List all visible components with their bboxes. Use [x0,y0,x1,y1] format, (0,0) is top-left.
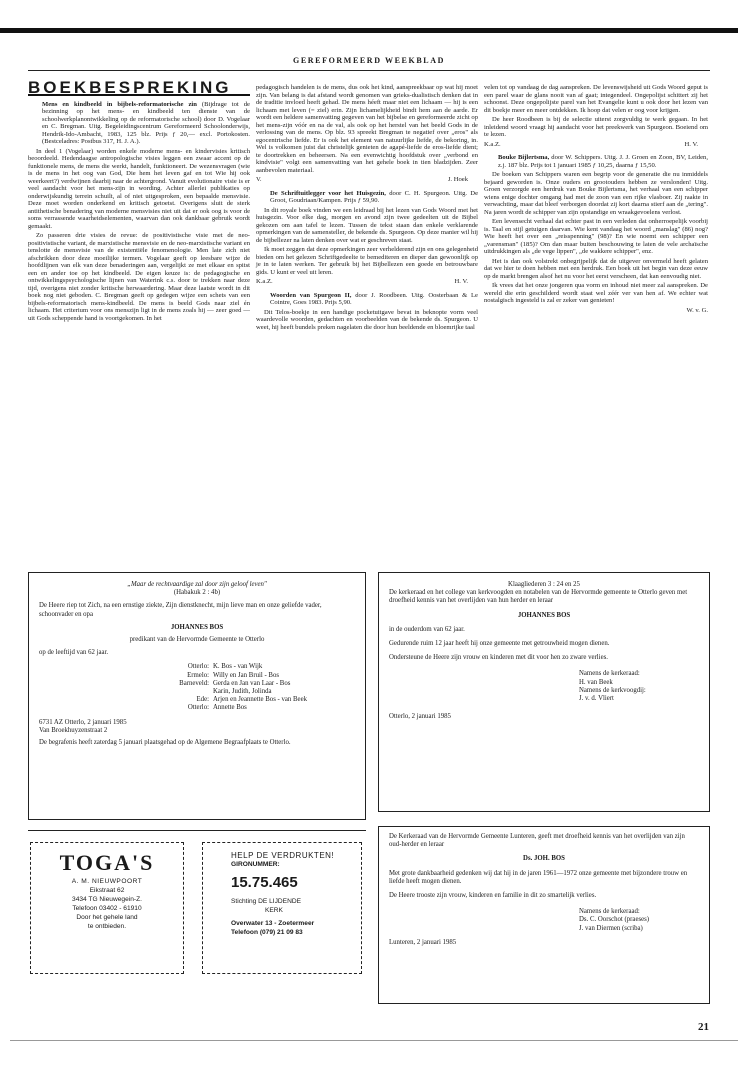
review-1-paragraph: pedagogisch handelen is de mens, dus ook het kind, aanspreekbaar op wat hij moet zijn. Van belang is dat afstand wordt genomen van grieks-dualistisch denken dat in de traditie invloed heeft gehad. De mens héeft maar niet een lichaam — hij is een lichaam met leven (= ziel) erin. Zijn lichamelijkheid bindt hem aan de aarde. Er wordt een heldere samenvatting gegeven van het bijbelse en gereformeerde zicht op het mens-zijn vóór en na de val, als ook op het herstel van het beeld Gods in de verlossing van de mens. Op blz. 93 spreekt Bregman te negatief over „eros" als egocentrische liefde. Er is ook het element van natuurlijke liefde, de bekoring, in. Wel is volkomen juist dat christelijk genieten de agapé-liefde de eros-liefde dient; te doortrekken en beheersen. Na een evenwichtig hoofdstuk over „verbond en kindvisie" volgt een samenvatting van het gehele boek in tien bladzijden. Zeer aanbevolen materiaal. [256,84,478,174]
top-rule [0,28,738,33]
deceased-age: op de leeftijd van 62 jaar. [39,649,109,657]
bible-reference: (Habakuk 2 : 4b) [173,589,221,597]
review-4-paragraph: Ik vrees dat het onze jongeren qua vorm en inhoud niet meer zal aanspreken. De wereld die erin geschilderd wordt staat wel zéér ver van hen af. We echter wat nostalgisch ingesteld is zal er zeker van genieten! [484,282,708,304]
notice-text: De Kerkeraad van de Hervormde Gemeente Lunteren, geeft met droefheid kennis van het overlijden van zijn oud-herder en leraar [389,833,685,849]
ad-street: Eikstraat 62 [89,887,125,894]
notice-text: Gedurende ruim 12 jaar heeft hij onze gemeente met getrouwheid mogen dienen. [389,640,610,648]
signatory-name: J. v. d. Vliert [579,695,614,703]
review-1-title: Mens en kindbeeld in bijbels-reformatorische zin (Bijdrage tot de bezinning op het mens- en kindbeeld ten dienste van de schoolwerkplanontwikkeling op de reformatorische school) door D. Vogelaar en C. Bregman. Uitg. Begeleidingscentrum Gereformeerd Schoolonderwijs, Hendrik-Ido-Ambacht, 1983, 125 blz. Prijs ƒ 20,— excl. Portokosten. (Bestceladres: Postbus 317, H. J. A.). [42,100,250,145]
giro-number: 15.75.465 [231,874,298,891]
family-row: Otterlo: K. Bos - van Wijk [187,663,263,671]
notice-text: De Heere riep tot Zich, na een ernstige ziekte, Zijn dienstknecht, mijn lieve man en onze geliefde vader, schoonvader en opa [39,602,322,618]
review-4-paragraph: De boeken van Schippers waren een begrip voor de generatie die nu inmiddels bejaard geworden is. Onze ouders en grootouders hebben ze verslonden! Uitg. Groen verzorgde een herdruk van Bouke Bijlertsma, het verhaal van een schipper wiens enige dochter omgang had met de zoon van een rijke vlasboer. Zij raakte in verwachting, maar dat bleef verborgen doordat zij kort daarna stierf aan de „tering". Na jaren wordt de schipper van zijn opstandige en wraakgevoelens verlost. [484,171,708,216]
ad-phone: Telefoon (079) 21 09 83 [231,929,303,936]
deceased-name: Ds. JOH. BOS [523,855,565,863]
signatory-name: Ds. C. Oorschot (praeses) [579,916,650,924]
family-row: Ermelo: Willy en Jan Bruil - Bos [187,671,279,679]
review-2-paragraph: Ik moet zeggen dat deze opmerkingen zeer verhelderend zijn en ons gelegenheid bieden om het gelezen Schriftgedeelte te bemediteren en dieper dan gewoonlijk op je in te laten werken. Ter gebruik bij het Bijbellezen een goede en betrouwbare gids. U kunt er veel uit leren. [256,246,478,276]
ad-phone: Telefoon 03402 - 61910 [72,905,142,912]
death-notice-family [28,572,366,820]
burial-text: De begrafenis heeft zaterdag 5 januari plaatsgehad op de Algemene Begraafplaats te Otterlo. [39,739,291,747]
ad-address: Overwater 13 - Zoetermeer [231,920,315,927]
review-signature: K.a.Z. H. V. [256,278,468,285]
ad-org: KERK [265,907,283,914]
column-3 [484,84,708,319]
divider-rule [28,830,366,831]
review-3-paragraph: velen tot op vandaag de dag aanspreken. De levenswijsheid uit Gods Woord geput is een parel waar de glans nooit van af gaat; integendeel. Ongepolijst schittert zij het schoonst. Deze ongepolijste parel van het Evangelie kunt u ook door het lezen van dit boekje meer en meer ontdekken. Ik hoop dat velen er oog voor krijgen. [484,84,708,114]
notice-text: Ondersteune de Heere zijn vrouw en kinderen met dit voor hen zo zware verlies. [389,654,608,662]
ad-title: HELP DE VERDRUKTEN! [231,851,335,860]
review-4-paragraph: Een levensecht verhaal dat echter past in een verleden dat onherroepelijk voorbij is. Taal en stijl getuigen daarvan. Wie kent vandaag het woord „manslag" (86) nog? Wie heeft het over een „reisspenning" (98)? En wie noemt een schipper een „varensman" (185)? Om dan maar buiten beschouwing te laten de vele archaïsche uitdrukkingen als „de vege lippen", „de wakkere schipper", enz. [484,218,708,255]
ad-name: A. M. NIEUWPOORT [71,878,143,885]
deceased-age: in de ouderdom van 62 jaar. [389,625,465,633]
page-header: GEREFORMEERD WEEKBLAD [293,56,445,65]
place-date: Otterlo, 2 januari 1985 [389,713,451,721]
toga-brand: TOGA'S [59,850,155,875]
deceased-name: JOHANNES BOS [517,611,571,619]
review-3-title: Woorden van Spurgeon II, door J. Roodbeen. Uitg. Oosterbaan & Le Cointre, Goes 1983. Prijs 5,90. [270,291,478,306]
review-2-paragraph: In dit royale boek vinden we een leidraad bij het lezen van Gods Woord met het huisgezin. Voor elke dag, morgen en avond zijn twee gedeelten uit de Bijbel gekozen om aan tafel te lezen. Tussen de tekst staan dan enkele verklarende opmerkingen van de samensteller, de bekende ds. Spurgeon. Op deze manier wil hij de bijbellezer na laten denken over wat er geschreven staat. [256,206,478,244]
ad-city: 3434 TG Nieuwegein-Z. [72,896,142,903]
signatory-label: Namens de kerkvoogdij: [579,686,646,694]
address-line: 6731 AZ Otterlo, 2 januari 1985 [39,718,127,726]
ad-line: te ontbieden. [87,923,127,930]
ad-org: Stichting DE LIJDENDE [231,898,301,905]
notice-text: Met grote dankbaarheid gedenken wij dat hij in de jaren 1961—1972 onze gemeente met bijzondere trouw en liefde heeft mogen dienen. [389,869,688,885]
review-4-paragraph: Het is dan ook volstrekt onbegrijpelijk dat de uitgever onvermeld heeft gelaten dat we hier te doen hebben met een herdruk. Een boek uit het begin van deze eeuw op de markt brengen alsof het nu voor het eerst verscheen, dat kan eenvoudig niet. [484,257,708,280]
review-1-paragraph: Zo passeren drie visies de revue: de positivistische visie met de neo-positivistische variant, de marxistische mensvisie en de neo-marxistische variant en tenslotte de mensvisie van de existentiële fenomenologie. Men late zich niet afschrikken door deze moeilijke termen. Vogelaar geeft op leesbare wijze de hoofdlijnen van elk van deze benaderingen aan, vergelijkt ze met elkaar en spitst een en ander toe op het kindbeeld. De eigen keuze is: de pedagogische en ontwikkelingspsychologische lijnen van Waterink c.s. door te trekken naar deze tijd, overigens niet zonder kritische herwaardering. Maar deze laatste wordt in dit boek nog niet geboden. C. Bregman geeft op gedegen wijze een schets van een bijbels-reformatorisch mens-kindbeeld. De mens is beeld Gods naar ziel én lichaam. Het criterium voor ons menszijn ligt in de mens zoals hij — zeer goed — uit Gods scheppende hand is voortgekomen. In het [28,232,250,322]
toga-advertisement [30,842,184,974]
review-3-paragraph: De heer Roodbeen is bij de selectie uiterst zorgvuldig te werk gegaan. In het inleidend woord vraagt hij aandacht voor het preekwerk van Spurgeon. Boeiend om te lezen. [484,116,708,138]
review-4-title: Bouke Bijlertsma, door W. Schippers. Uitg. J. J. Groen en Zoon, BV, Leiden, z.j. 187 blz. Prijs tot 1 januari 1985 ƒ 10,25, daarna ƒ 15,50. [498,154,709,169]
notice-text: De Heere trooste zijn vrouw, kinderen en familie in dit zo smartelijk verlies. [389,892,597,900]
family-row: Karin, Judith, Jolinda [213,688,272,696]
header-rule [28,70,710,71]
notice-text: De kerkeraad en het college van kerkvoogden en notabelen van de Hervormde gemeente te Otterlo geven met droefheid kennis van het overlijden van hun herder en leraar [389,589,688,605]
review-signature: K.a.Z. H. V. [484,140,698,148]
signatory-name: J. van Diermen (scriba) [579,924,643,932]
review-signature: V. J. Hoek [256,176,468,183]
help-advertisement [202,842,362,974]
review-1-paragraph: In deel 1 (Vogelaar) worden enkele moderne mens- en kindervisies kritisch beoordeeld. Hedendaagse antropologische visies leggen een zwaar accent op de funktionele mens, de mens die werkt, handelt, funktioneert. De wezensvragen (wie is de mens in het oog van God, Die hem het leven gaf en tot Wie hij ook weerkeert?) verdwijnen daarbij naar de achtergrond. Vanuit evolutionaire visie is er veel aandacht voor het mens-zijn in wording. Achter allerlei publikaties op onderwijskundig terrein schuilt, al of niet uitgesproken, een bepaalde mensvisie. Deze moet worden onderkend en kritisch getoetst. Overigens sluit de sterk antithetische benadering van moderne mensvisies niet uit dat er ook oog is voor de soms verrassende waarheidselementen, waarvan dan ook dankbaar gebruik wordt gemaakt. [28,147,250,230]
review-2-title: De Schriftuitlegger voor het Huisgezin, door C. H. Spurgeon. Uitg. De Groot, Goudriaan/Kampen. Prijs ƒ 59,90. [270,189,478,204]
signatories [579,670,699,703]
place-date: Lunteren, 2 januari 1985 [389,938,457,946]
review-3-paragraph: Dit Telos-boekje in een handige pocketuitgave bevat in beknopte vorm veel waardevolle woorden, gedachten en voorbeelden van de bekende ds. Spurgeon. U weet, hij heeft bundels preken nagelaten die door hun beeldende en bloemrijke taal [256,308,478,331]
review-signature: W. v. G. [686,306,708,314]
giro-label: GIRONUMMER: [231,861,280,868]
bottom-rule [10,1040,738,1041]
deceased-role: predikant van de Hervormde Gemeente te Otterlo [129,636,265,644]
death-notice-otterlo [378,572,710,812]
address-line: Van Broekhuyzenstraat 2 [39,726,108,734]
family-row: Barneveld: Gerda en Jan van Laar - Bos [179,679,291,687]
death-notice-lunteren [378,826,710,1004]
section-title: BOEKBESPREKING [28,84,250,96]
family-row: Ede: Arjen en Jeannette Bos - van Beek [196,696,307,704]
signatories [579,908,699,933]
column-1 [28,78,250,324]
page-number: 21 [698,1021,709,1033]
family-list [39,663,355,712]
bible-reference: Klaagliederen 3 : 24 en 25 [508,581,580,588]
column-2 [256,84,478,333]
bible-quote: „Maar de rechtvaardige zal door zijn geloof leven" [127,581,267,588]
signatory-label: Namens de kerkeraad: [579,908,640,916]
signatory-name: H. van Beek [579,678,613,686]
family-row: Otterlo: Annette Bos [187,704,247,712]
ad-line: Door het gehele land [76,914,138,921]
deceased-name: JOHANNES BOS [170,623,224,631]
signatory-label: Namens de kerkeraad: [579,670,640,678]
